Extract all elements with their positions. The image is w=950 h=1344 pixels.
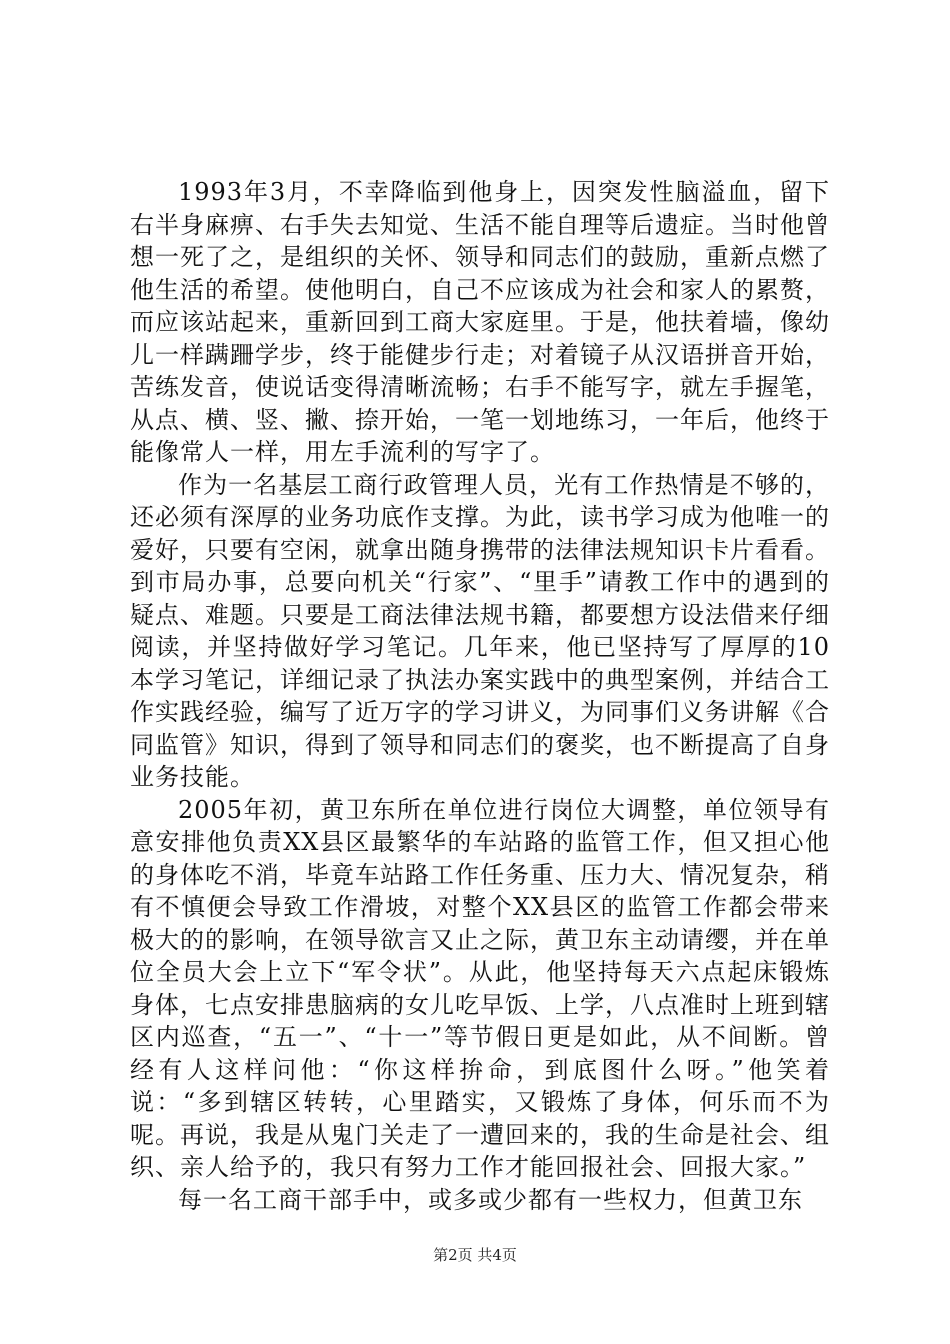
paragraph-4: 每一名工商干部手中，或多或少都有一些权力，但黄卫东: [178, 1185, 803, 1214]
paragraph-1: 1993年3月，不幸降临到他身上，因突发性脑溢血，留下右半身麻痹、右手失去知觉、生活不能自理等后遗症。当时他曾想一死了之，是组织的关怀、领导和同志们的鼓励，重新点燃了他生活的希望。使他明白，自己不应该成为社会和家人的累赘，而应该站起来，重新回到工商大家庭里。于是，他扶着墙，像幼儿一样蹒跚学步，终于能健步行走；对着镜子从汉语拼音开始，苦练发音，使说话变得清晰流畅；右手不能写字，就左手握笔，从点、横、竖、撇、捺开始，一笔一划地练习，一年后，他终于能像常人一样，用左手流利的写字了。: [130, 178, 830, 466]
document-body: [130, 176, 830, 1216]
paragraph-2: 作为一名基层工商行政管理人员，光有工作热情是不够的，还必须有深厚的业务功底作支撑。为此，读书学习成为他唯一的爱好，只要有空闲，就拿出随身携带的法律法规知识卡片看看。到市局办事，总要向机关“行家”、“里手”请教工作中的遇到的疑点、难题。只要是工商法律法规书籍，都要想方设法借来仔细阅读，并坚持做好学习笔记。几年来，他已坚持写了厚厚的10本学习笔记，详细记录了执法办案实践中的典型案例，并结合工作实践经验，编写了近万字的学习讲义，为同事们义务讲解《合同监管》知识，得到了领导和同志们的褒奖，也不断提高了自身业务技能。: [130, 470, 830, 791]
paragraph-3: 2005年初，黄卫东所在单位进行岗位大调整，单位领导有意安排他负责XX县区最繁华的车站路的监管工作，但又担心他的身体吃不消，毕竟车站路工作任务重、压力大、情况复杂，稍有不慎便会导致工作滑坡，对整个XX县区的监管工作都会带来极大的的影响，在领导欲言又止之际，黄卫东主动请缨，并在单位全员大会上立下“军令状”。从此，他坚持每天六点起床锻炼身体，七点安排患脑病的女儿吃早饭、上学，八点准时上班到辖区内巡查，“五一”、“十一”等节假日更是如此，从不间断。曾经有人这样问他：“你这样拚命，到底图什么呀。”他笑着说：“多到辖区转转，心里踏实，又锻炼了身体，何乐而不为呢。再说，我是从鬼门关走了一遭回来的，我的生命是社会、组织、亲人给予的，我只有努力工作才能回报社会、回报大家。”: [130, 795, 830, 1181]
page-footer: 第2页 共4页: [433, 1246, 517, 1264]
